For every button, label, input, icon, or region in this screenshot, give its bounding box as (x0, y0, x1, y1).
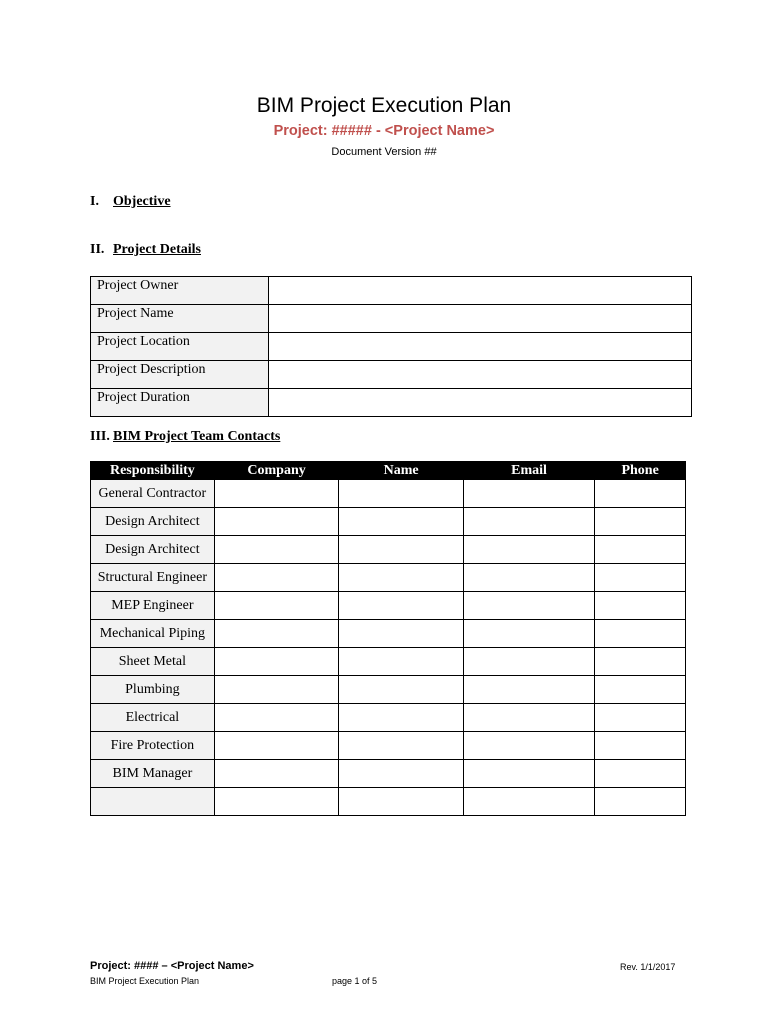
email-cell[interactable] (463, 788, 594, 816)
email-cell[interactable] (463, 620, 594, 648)
name-cell[interactable] (339, 592, 463, 620)
table-row (91, 277, 692, 305)
company-cell[interactable] (214, 788, 339, 816)
phone-cell[interactable] (595, 648, 686, 676)
company-cell[interactable] (214, 592, 339, 620)
column-header-name: Name (339, 462, 463, 480)
column-header-company: Company (214, 462, 339, 480)
phone-cell[interactable] (595, 676, 686, 704)
name-cell[interactable] (339, 648, 463, 676)
email-cell[interactable] (463, 648, 594, 676)
footer-page-number: page 1 of 5 (332, 976, 378, 986)
phone-cell[interactable] (595, 592, 686, 620)
phone-cell[interactable] (595, 564, 686, 592)
details-value[interactable] (269, 389, 692, 417)
table-row (91, 305, 692, 333)
name-cell[interactable] (339, 620, 463, 648)
responsibility-cell: MEP Engineer (91, 592, 215, 620)
details-value[interactable] (269, 277, 692, 305)
section-objective (90, 194, 171, 210)
phone-cell[interactable] (595, 788, 686, 816)
email-cell[interactable] (463, 760, 594, 788)
email-cell[interactable] (463, 480, 594, 508)
section-project-details (90, 242, 201, 258)
project-details-table (90, 276, 692, 417)
table-row (91, 732, 686, 760)
details-label: Project Name (91, 305, 269, 333)
responsibility-cell: Sheet Metal (91, 648, 215, 676)
responsibility-cell: BIM Manager (91, 760, 215, 788)
company-cell[interactable] (214, 480, 339, 508)
name-cell[interactable] (339, 480, 463, 508)
responsibility-cell: Plumbing (91, 676, 215, 704)
company-cell[interactable] (214, 564, 339, 592)
responsibility-cell (91, 788, 215, 816)
name-cell[interactable] (339, 536, 463, 564)
name-cell[interactable] (339, 508, 463, 536)
section-heading: BIM Project Team Contacts (113, 429, 281, 444)
section-heading: Objective (113, 194, 171, 209)
document-title: BIM Project Execution Plan (256, 94, 512, 117)
section-number: II. (90, 242, 105, 257)
section-heading: Project Details (113, 242, 201, 257)
details-value[interactable] (269, 305, 692, 333)
footer-revision: Rev. 1/1/2017 (620, 962, 676, 972)
document-version: Document Version ## (331, 146, 437, 158)
details-label: Project Location (91, 333, 269, 361)
details-value[interactable] (269, 361, 692, 389)
company-cell[interactable] (214, 704, 339, 732)
responsibility-cell: Design Architect (91, 508, 215, 536)
company-cell[interactable] (214, 536, 339, 564)
footer-project: Project: #### – <Project Name> (90, 960, 254, 972)
phone-cell[interactable] (595, 480, 686, 508)
table-row (91, 564, 686, 592)
name-cell[interactable] (339, 788, 463, 816)
project-subtitle: Project: ##### - <Project Name> (273, 123, 495, 139)
name-cell[interactable] (339, 732, 463, 760)
phone-cell[interactable] (595, 536, 686, 564)
section-team-contacts (90, 429, 280, 445)
table-row (91, 704, 686, 732)
table-row (91, 389, 692, 417)
phone-cell[interactable] (595, 732, 686, 760)
email-cell[interactable] (463, 704, 594, 732)
table-row (91, 508, 686, 536)
company-cell[interactable] (214, 732, 339, 760)
column-header-phone: Phone (595, 462, 686, 480)
company-cell[interactable] (214, 508, 339, 536)
responsibility-cell: Fire Protection (91, 732, 215, 760)
name-cell[interactable] (339, 704, 463, 732)
email-cell[interactable] (463, 508, 594, 536)
responsibility-cell: Design Architect (91, 536, 215, 564)
details-label: Project Duration (91, 389, 269, 417)
footer-doc-title: BIM Project Execution Plan (90, 976, 200, 986)
responsibility-cell: Structural Engineer (91, 564, 215, 592)
email-cell[interactable] (463, 564, 594, 592)
email-cell[interactable] (463, 592, 594, 620)
responsibility-cell: Mechanical Piping (91, 620, 215, 648)
name-cell[interactable] (339, 760, 463, 788)
table-row (91, 333, 692, 361)
name-cell[interactable] (339, 564, 463, 592)
table-row (91, 536, 686, 564)
company-cell[interactable] (214, 648, 339, 676)
section-number: I. (90, 194, 99, 209)
details-value[interactable] (269, 333, 692, 361)
column-header-email: Email (463, 462, 594, 480)
name-cell[interactable] (339, 676, 463, 704)
table-row (91, 760, 686, 788)
section-number: III. (90, 429, 110, 444)
table-row (91, 361, 692, 389)
phone-cell[interactable] (595, 620, 686, 648)
table-row (91, 648, 686, 676)
table-row (91, 480, 686, 508)
email-cell[interactable] (463, 536, 594, 564)
email-cell[interactable] (463, 732, 594, 760)
column-header-responsibility: Responsibility (91, 462, 215, 480)
company-cell[interactable] (214, 676, 339, 704)
details-label: Project Description (91, 361, 269, 389)
team-contacts-table (90, 461, 686, 816)
phone-cell[interactable] (595, 704, 686, 732)
phone-cell[interactable] (595, 508, 686, 536)
responsibility-cell: General Contractor (91, 480, 215, 508)
table-row (91, 592, 686, 620)
email-cell[interactable] (463, 676, 594, 704)
company-cell[interactable] (214, 760, 339, 788)
responsibility-cell: Electrical (91, 704, 215, 732)
table-header-row (91, 462, 686, 480)
details-label: Project Owner (91, 277, 269, 305)
table-row (91, 788, 686, 816)
table-row (91, 620, 686, 648)
table-row (91, 676, 686, 704)
company-cell[interactable] (214, 620, 339, 648)
phone-cell[interactable] (595, 760, 686, 788)
